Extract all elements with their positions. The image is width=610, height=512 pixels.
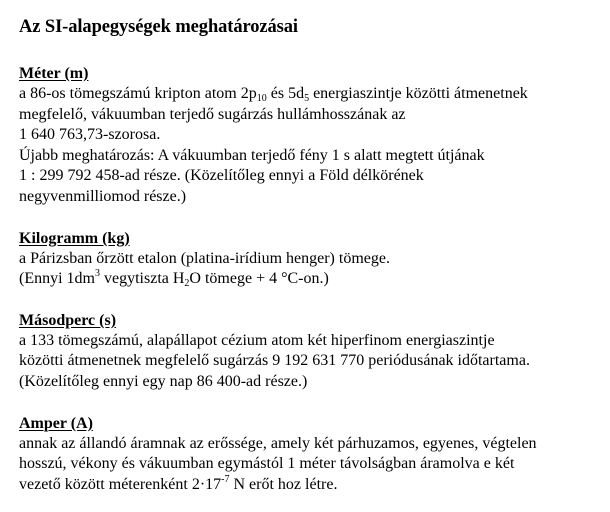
- text-line: [19, 166, 604, 187]
- text-run: közötti átmenetnek megfelelő sugárzás 9 192 631 770 periódusának időtartama.: [19, 352, 530, 370]
- text-run: N erőt hoz létre.: [229, 475, 338, 493]
- text-line: [19, 454, 604, 475]
- text-run: negyvenmilliomod része.): [19, 187, 187, 205]
- section: [19, 64, 604, 208]
- text-line: [19, 187, 604, 208]
- text-line: [19, 105, 604, 126]
- text-line: [19, 84, 604, 105]
- text-line: [19, 125, 604, 146]
- text-run: 1 640 763,73-szorosa.: [19, 126, 161, 144]
- text-run: O tömege + 4 °C-on.): [189, 270, 329, 288]
- sections-container: [19, 64, 604, 495]
- document-title: Az SI-alapegységek meghatározásai: [19, 17, 298, 37]
- text-run: Újabb meghatározás: A vákuumban terjedő fény 1 s alatt megtett útjának: [19, 146, 485, 164]
- subscript: 2: [184, 278, 190, 290]
- text-run: a 133 tömegszámú, alapállapot cézium atom két hiperfinom energiaszintje: [19, 331, 495, 349]
- text-line: [19, 351, 604, 372]
- text-run: annak az állandó áramnak az erőssége, amely két párhuzamos, egyenes, végtelen: [19, 434, 537, 452]
- text-line: [19, 475, 604, 496]
- section-spacer: [19, 208, 604, 229]
- text-line: [19, 249, 604, 270]
- text-run: energiaszintje közötti átmenetnek: [309, 85, 528, 102]
- text-run: 1 : 299 792 458-ad része. (Közelítőleg ennyi a Föld délkörének: [19, 167, 424, 185]
- subscript: 5: [304, 93, 310, 104]
- superscript: 3: [95, 268, 100, 280]
- section-heading: Amper (A): [19, 414, 93, 432]
- section: [19, 229, 604, 290]
- section-spacer: [19, 393, 604, 414]
- text-run: (Közelítőleg ennyi egy nap 86 400-ad része.): [19, 372, 308, 390]
- text-run: a 86-os tömegszámú kripton atom 2p: [19, 85, 257, 102]
- text-line: [19, 372, 604, 393]
- text-run: (Ennyi 1dm: [19, 270, 95, 288]
- text-run: vezető között méterenként 2·17: [19, 475, 222, 493]
- section-spacer: [19, 290, 604, 311]
- text-run: és 5d: [266, 85, 305, 102]
- text-run: vegytiszta H: [100, 270, 185, 288]
- document-page: [19, 16, 604, 495]
- section-heading: Kilogramm (kg): [19, 229, 130, 247]
- subscript: 10: [256, 93, 267, 104]
- section-heading: Méter (m): [19, 65, 89, 82]
- text-line: [19, 269, 604, 290]
- text-line: [19, 434, 604, 455]
- section: [19, 311, 604, 393]
- text-run: megfelelő, vákuumban terjedő sugárzás hullámhosszának az: [19, 105, 406, 123]
- text-run: hosszú, vékony és vákuumban egymástól 1 méter távolságban áramolva e két: [19, 455, 515, 473]
- text-run: a Párizsban őrzött etalon (platina-irídium henger) tömege.: [19, 249, 390, 267]
- text-line: [19, 146, 604, 167]
- section: [19, 414, 604, 496]
- superscript: -7: [221, 473, 230, 485]
- section-heading: Másodperc (s): [19, 311, 117, 329]
- text-line: [19, 331, 604, 352]
